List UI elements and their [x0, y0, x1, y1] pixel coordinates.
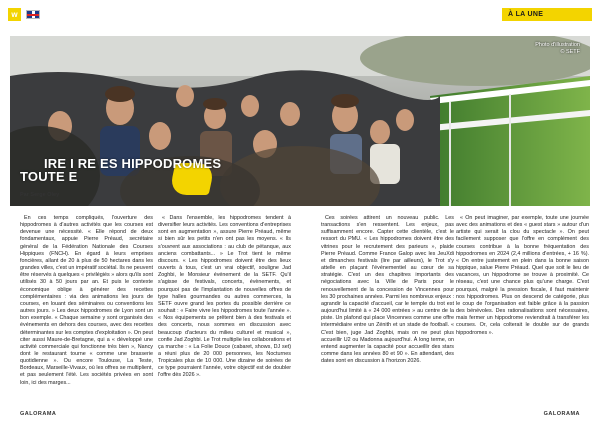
article-title: IRE I RE ES HIPPODROMES TOUTE E	[20, 156, 222, 184]
photo-caption: Photo d'illustration © SETF	[535, 42, 580, 55]
footer-publication-left: GALORAMA	[20, 411, 57, 417]
uk-flag-icon[interactable]	[26, 10, 40, 19]
article-column-3: Ces soirées attirent un nouveau public. Les transactions s'en ressentent. Les enjeux, pas suffisamment encore. Capter cette clientèle, c'est le ressort du PMU. « Les hippodromes doivent être des vitrines pour le recrutement des parieurs », plaide Pierre Préaud. Comme France Galop avec les JeuXdi et dimanches festivals (lire par ailleurs), le Trot s'y attelle en plaçant l'événementiel au cœur de sa stratégie. C'est un des chapitres importants des négociations avec la Ville de Paris pour le renouvellement de la concession de Vincennes pour les 30 prochaines années. Parmi les nombreux enjeux : agrandir la capacité d'accueil, car le temple du trot est aujourd'hui limité à « 24 000 entrées » au centre de la piste. Un plafond qui place Vincennes comme une offre intermédiaire entre un Zénith et un stade de football. « C'est bien, juge Jad Zoghbi, mais on ne peut plus accueillir U2 ou Madonna aujourd'hui. À long terme, on entend augmenter la capacité pour accueillir des stars comme dans les années 80 et 90 ». En attendant, des dates sont en discussion à l'horizon 2026.	[321, 215, 454, 365]
magazine-logo-icon: w	[8, 8, 21, 21]
top-bar	[0, 0, 600, 30]
byline: Par Serge Oley	[20, 192, 60, 198]
article-column-4: « On peut imaginer, par exemple, toute une journée avec des animations et des « guest stars » autour d'un artiste qui serait la clou du spectacle ». On peut facilement supposer que l'offre en complément des courses contribue à la bonne fréquentation des hippodromes en 2024 (2,4 millions d'entrées, + 16 %). « On entre justement en plein dans la bonne saison hippique, salue Pierre Préaud. Quel que soit le lieu de vacances, un hippodrome se trouve à proximité. Ce réseau, c'est une chance plus qu'une charge. C'est pourquoi, malgré la pression fiscale, il faut maintenir nos hippodromes. Plus on descend de catégorie, plus le coup de l'organisation est faible grâce à la passion des bénévoles. Des rationalisations sont nécessaires, mais fermer un hippodrome reviendrait à transférer les courses. Or, cela colterait le double sur de grands hippodromes ».	[456, 215, 589, 336]
footer-publication-right: GALORAMA	[543, 411, 580, 417]
article-column-2: « Dans l'ensemble, les hippodromes tendent à diversifier leurs activités. Les conventions d'entreprises sont en augmentation », assure Pierre Préaud, même si bien sûr les petits n'en ont pas les moyens. « Ils s'ouvrent aux associations : au club de pétanque, aux anciens combattants... » Le Trot tient le même discours. « Les hippodromes doivent être des lieux ouverts à tous, c'est un vrai objectif, souligne Jad Zoghbi, le Monsieur événement de la SETF. Qu'il s'agisse de festivals, concerts, évènements, et pourquoi pas de l'implantation de nouvelles offres de type halles gourmandes ou autres commerces, la SETF ouvre grand les portes du possible derrière ce souhait : « Faire vivre les hippodromes toute l'année ». « Nos équipements se prêtent bien à des festivals et des concerts, nous sommes en discussion avec beaucoup d'acteurs du milieu culturel et musical », confie Jad Zoghbi. Le Trot multiplie les collaborations et ça marche : « La Folie Douce (cabaret, shows, DJ set) a réuni plus de 20 000 personnes, les Nocturnes Tropicales plus de 10 000. Une dizaine de soirées de ce type pourraient l'année, votre objectif est de doubler l'offre dès 2026 ».	[158, 215, 291, 379]
section-tag: À LA UNE	[502, 8, 592, 21]
article-column-1: En ces temps compliqués, l'ouverture des hippodromes à d'autres activités que les courses est devenue une nécessité. « Elle répond de deux fondamentaux, appuie Pierre Préaud, secrétaire général de la Fédération Nationale des Courses Hippiques (FNCH). En égard à leurs emprises foncières, allant de 20 à plus de 50 hectares dans les grandes villes, c'est un impératif sociétal. Ils ne peuvent être réservés à quelques « privilégiés » alors qu'ils sont utilisés 30 à 50 jours par an. Et puis le contexte économique oblige à générer des recettes complémentaires : via des animations les jours de courses, en louant des séminaires ou conventions les autres jours. » Les deux hippodromes de Lyon sont un bon exemple. « Chaque semaine y sont organisés des événements en dehors des courses, avec des recettes déterminantes sur les comptes d'exploitation ». On peut citer aussi Maure-de-Bretagne, qui a « développé une activité commerciale qui fonctionne très bien », Nancy dont le restaurant tourne « comme une brasserie quotidienne ». Ou encore Toulouse, La Teste, Bordeaux, Marseille-Vivaux, où les offres se multiplient, et pas seulement l'été. Les sociétés privées en sont loin, ici des marges...	[20, 215, 153, 386]
